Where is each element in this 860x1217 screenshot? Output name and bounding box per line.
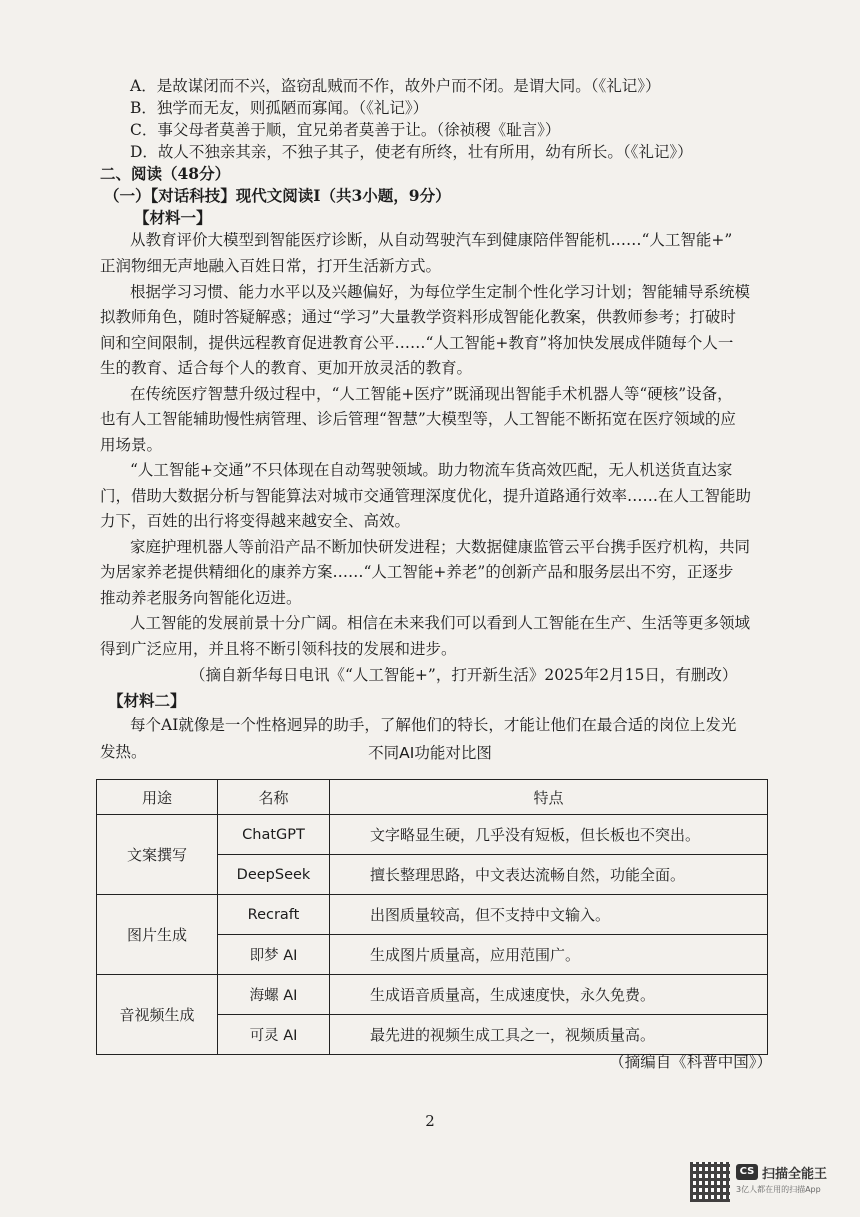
paragraph-line: 拟教师角色，随时答疑解惑；通过“学习”大量教学资料形成智能化教案，供教师参考；打破时 (100, 308, 736, 326)
header-name: 名称 (218, 780, 330, 815)
qr-code-icon (690, 1162, 730, 1202)
section-title: 二、阅读（48分） (100, 164, 231, 183)
paragraph-line: 在传统医疗智慧升级过程中，“人工智能+医疗”既涌现出智能手术机器人等“硬核”设备， (130, 385, 733, 403)
paragraph-line: 从教育评价大模型到智能医疗诊断，从自动驾驶汽车到健康陪伴智能机……“人工智能+” (130, 231, 733, 249)
paragraph-line: 门，借助大数据分析与智能算法对城市交通管理深度优化，提升道路通行效率……在人工智能助 (100, 487, 752, 505)
header-feature: 特点 (330, 780, 768, 815)
name-cell: ChatGPT (218, 815, 330, 855)
table-source: （摘编自《科普中国》） (609, 1053, 772, 1071)
feature-cell: 文字略显生硬，几乎没有短板，但长板也不突出。 (330, 815, 768, 855)
name-cell: 海螺 AI (218, 975, 330, 1015)
name-cell: 即梦 AI (218, 935, 330, 975)
group-cell: 音视频生成 (97, 975, 218, 1055)
table-caption: 不同AI功能对比图 (368, 744, 492, 762)
group-cell: 图片生成 (97, 895, 218, 975)
camscanner-logo: CS (736, 1164, 758, 1180)
paragraph-line: 为居家养老提供精细化的康养方案……“人工智能+养老”的创新产品和服务层出不穷，正逐步 (100, 563, 734, 581)
material2-label: 【材料二】 (108, 691, 186, 710)
paragraph-line: 正润物细无声地融入百姓日常，打开生活新方式。 (100, 257, 442, 275)
paragraph-line: 家庭护理机器人等前沿产品不断加快研发进程；大数据健康监管云平台携手医疗机构，共同 (130, 538, 751, 556)
page-number: 2 (425, 1112, 435, 1130)
paragraph-line: 间和空间限制，提供远程教育促进教育公平……“人工智能+教育”将加快发展成伴随每个人一 (100, 334, 734, 352)
paragraph-line: 生的教育、适合每个人的教育、更加开放灵活的教育。 (100, 359, 473, 377)
name-cell: 可灵 AI (218, 1015, 330, 1055)
paragraph-line: 发热。 (100, 743, 147, 761)
feature-cell: 生成图片质量高，应用范围广。 (330, 935, 768, 975)
paragraph-line: 每个AI就像是一个性格迥异的助手，了解他们的特长，才能让他们在最合适的岗位上发光 (130, 716, 737, 734)
option-a: A．是故谋闭而不兴，盗窃乱贼而不作，故外户而不闭。是谓大同。（《礼记》） (130, 77, 661, 95)
feature-cell: 生成语音质量高，生成速度快，永久免费。 (330, 975, 768, 1015)
table-row (97, 895, 768, 935)
feature-cell: 出图质量较高，但不支持中文输入。 (330, 895, 768, 935)
material1-source: （摘自新华每日电讯《“人工智能+”，打开新生活》2025年2月15日，有删改） (190, 666, 738, 684)
name-cell: DeepSeek (218, 855, 330, 895)
option-b: B．独学而无友，则孤陋而寡闻。（《礼记》） (130, 99, 429, 117)
paragraph-line: 用场景。 (100, 436, 163, 454)
option-d: D．故人不独亲其亲，不独子其子，使老有所终，壮有所用，幼有所长。（《礼记》） (130, 143, 693, 161)
header-usage: 用途 (97, 780, 218, 815)
scanner-app-name: 扫描全能王 (762, 1167, 828, 1182)
material1-label: 【材料一】 (134, 208, 212, 227)
feature-cell: 最先进的视频生成工具之一，视频质量高。 (330, 1015, 768, 1055)
paragraph-line: 也有人工智能辅助慢性病管理、诊后管理“智慧”大模型等，人工智能不断拓宽在医疗领域的应 (100, 410, 736, 428)
paragraph-line: 人工智能的发展前景十分广阔。相信在未来我们可以看到人工智能在生产、生活等更多领域 (130, 614, 751, 632)
option-c: C．事父母者莫善于顺，宜兄弟者莫善于让。（徐祯稷《耻言》） (130, 121, 561, 139)
paragraph-line: 推动养老服务向智能化迈进。 (100, 589, 302, 607)
paragraph-line: 力下，百姓的出行将变得越来越安全、高效。 (100, 512, 411, 530)
paragraph-line: “人工智能+交通”不只体现在自动驾驶领域。助力物流车货高效匹配，无人机送货直达家 (130, 461, 733, 479)
table-row (97, 815, 768, 855)
name-cell: Recraft (218, 895, 330, 935)
paragraph-line: 根据学习习惯、能力水平以及兴趣偏好，为每位学生定制个性化学习计划；智能辅导系统模 (130, 283, 751, 301)
subsection-title: （一）【对话科技】现代文阅读Ⅰ（共3小题，9分） (104, 186, 451, 205)
paragraph-line: 得到广泛应用，并且将不断引领科技的发展和进步。 (100, 640, 457, 658)
table-header-row (97, 780, 768, 815)
feature-cell: 擅长整理思路，中文表达流畅自然，功能全面。 (330, 855, 768, 895)
scanner-watermark (690, 1162, 850, 1206)
ai-comparison-table (96, 779, 768, 1055)
scanner-tagline: 3亿人都在用的扫描App (736, 1185, 821, 1194)
table-row (97, 975, 768, 1015)
group-cell: 文案撰写 (97, 815, 218, 895)
